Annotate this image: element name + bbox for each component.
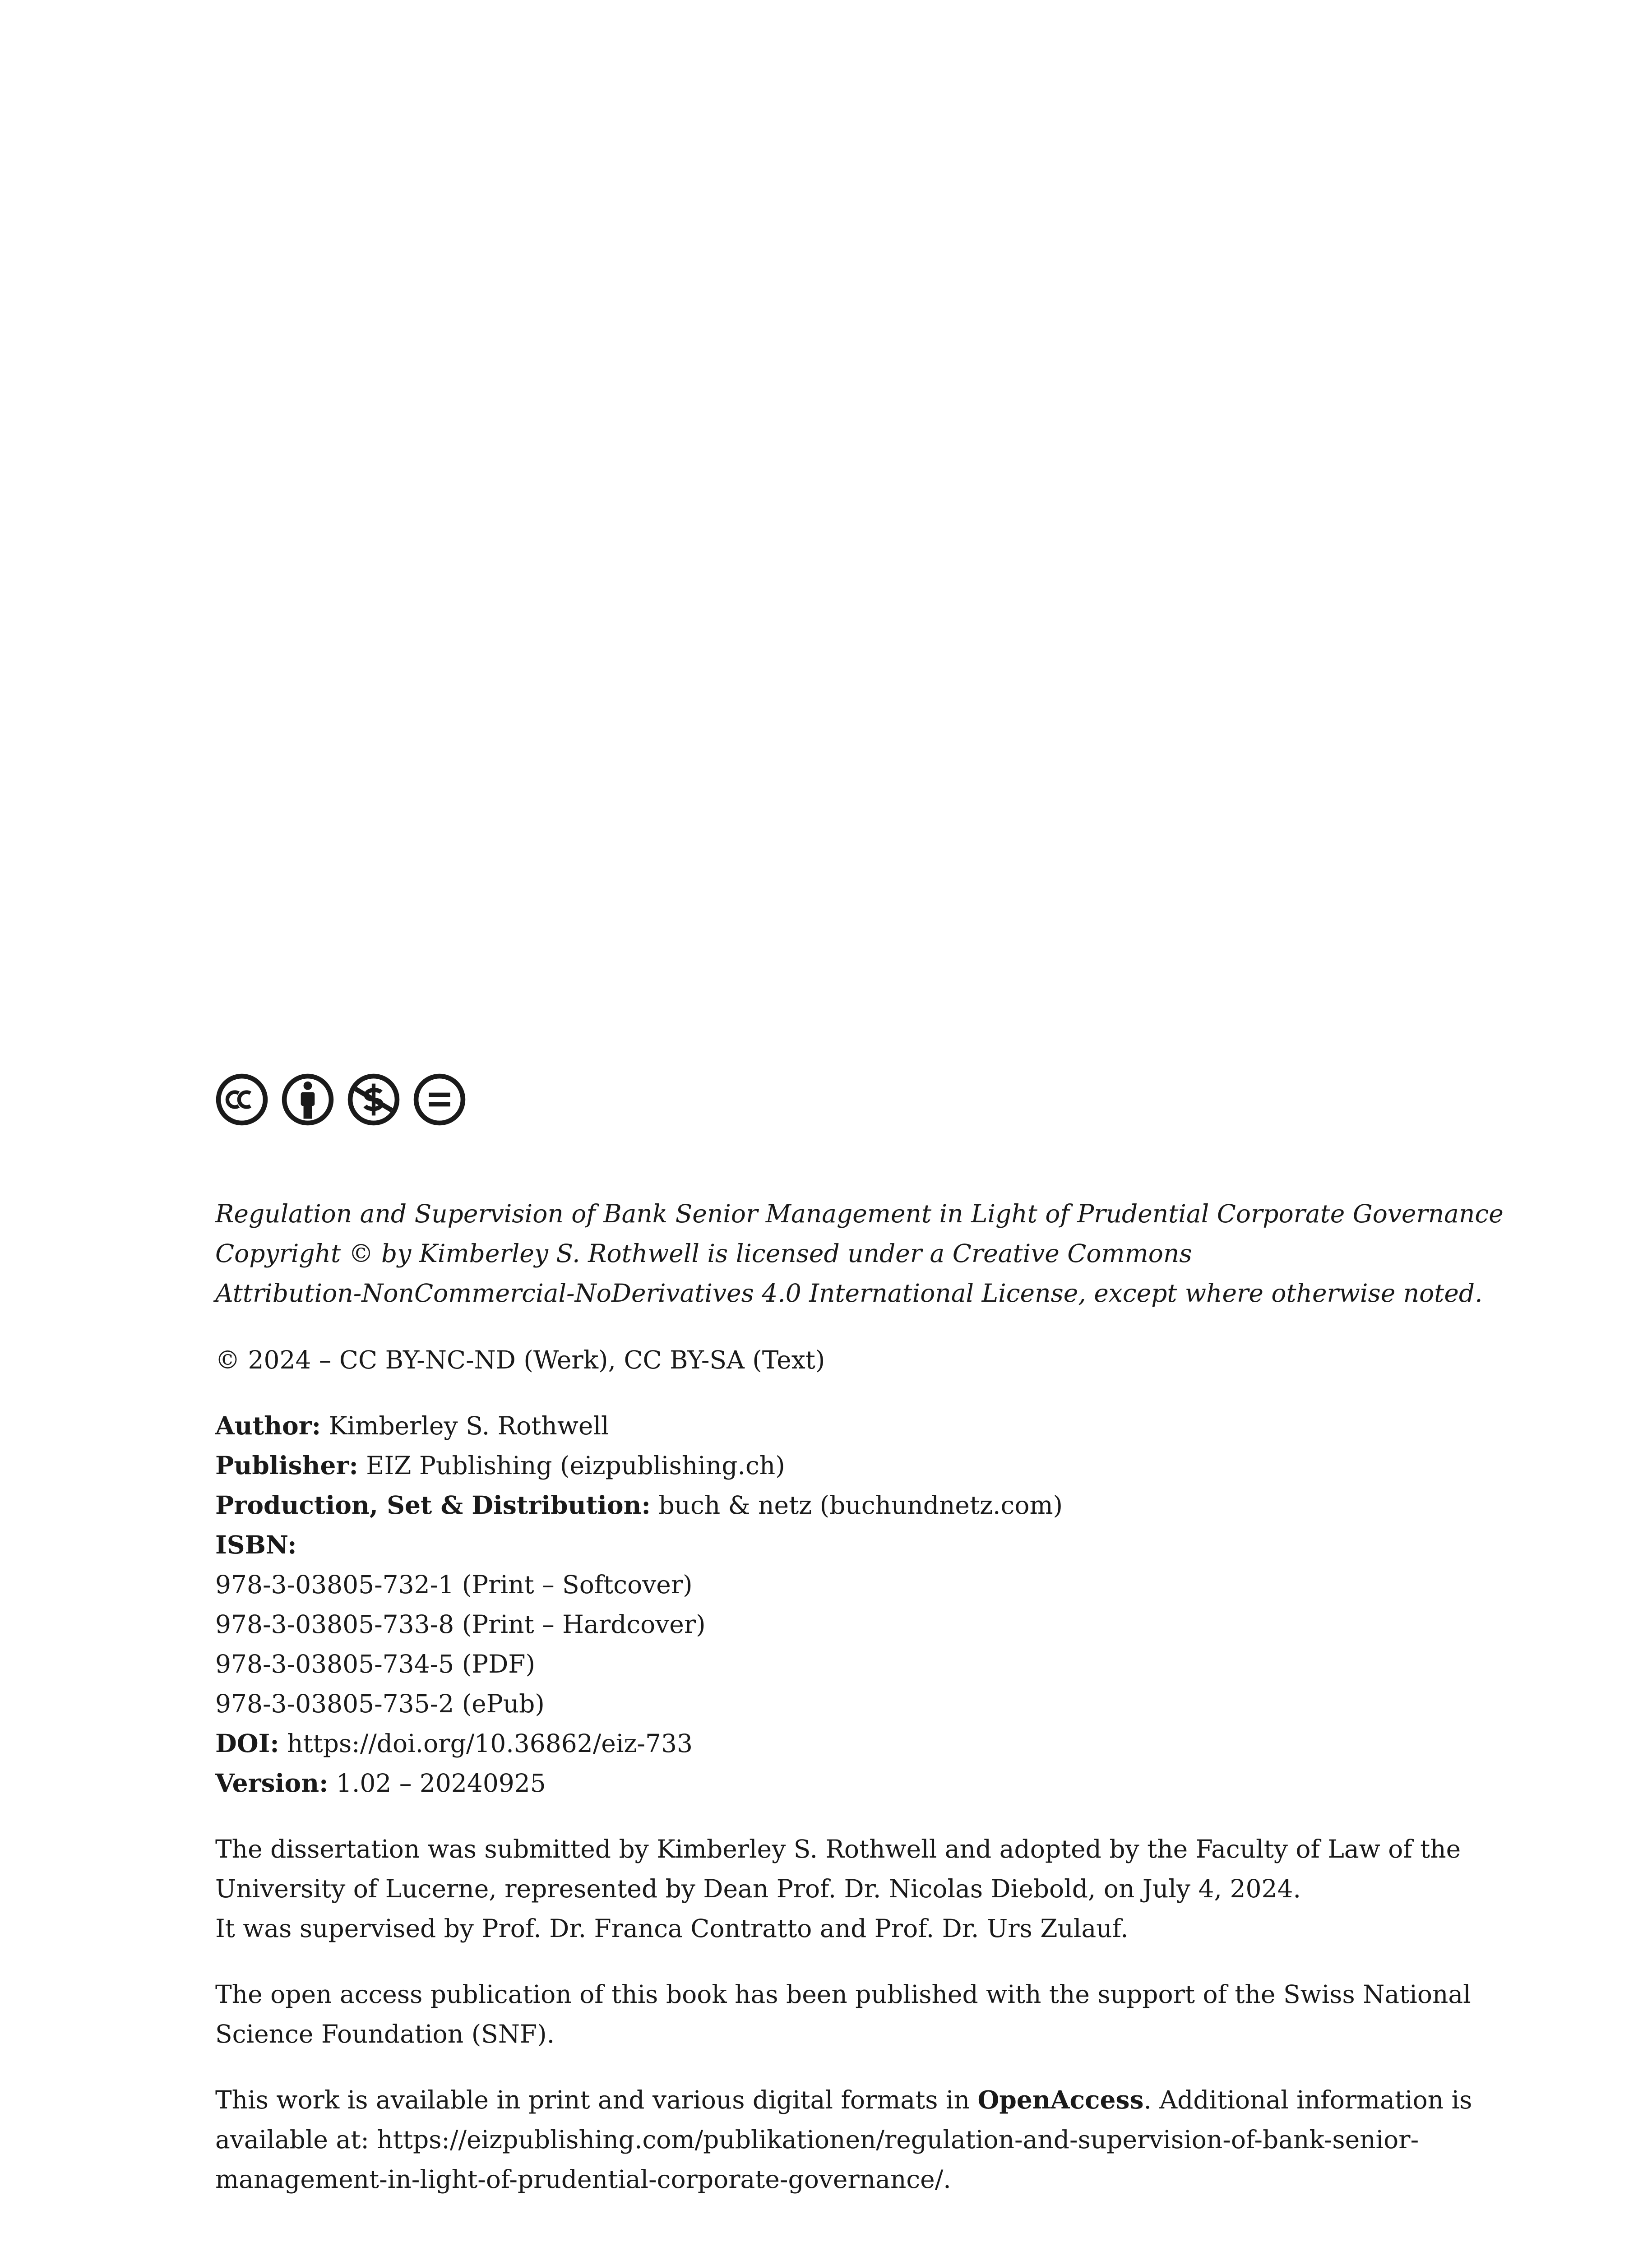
version-row	[215, 1763, 1461, 1803]
isbn-label-row	[215, 1525, 1461, 1565]
availability-note	[215, 2080, 1472, 2199]
isbn-item: 978-3-03805-733-8 (Print – Hardcover)	[215, 1610, 706, 1639]
availability-line	[215, 2080, 1472, 2120]
funding-line: Science Foundation (SNF).	[215, 2020, 555, 2048]
author-row	[215, 1406, 1461, 1446]
imprint-page	[215, 1073, 1504, 2199]
publisher-row	[215, 1446, 1461, 1485]
funding-note	[215, 1974, 1471, 2054]
author-value: Kimberley S. Rothwell	[321, 1411, 609, 1440]
isbn-label: ISBN:	[215, 1530, 297, 1559]
dissertation-note	[215, 1829, 1461, 1948]
version-value: 1.02 – 20240925	[328, 1769, 546, 1798]
production-label: Production, Set & Distribution:	[215, 1490, 651, 1520]
publisher-value: EIZ Publishing (eizpublishing.ch)	[358, 1451, 785, 1480]
version-label: Version:	[215, 1768, 329, 1798]
isbn-item: 978-3-03805-732-1 (Print – Softcover)	[215, 1570, 693, 1599]
cc-icon	[215, 1073, 268, 1126]
publisher-label: Publisher:	[215, 1451, 358, 1480]
license-notice	[215, 1194, 1504, 1313]
imprint-details	[215, 1406, 1461, 1803]
copyright-notice-line: Copyright © by Kimberley S. Rothwell is licensed under a Creative Commons	[215, 1239, 1192, 1268]
nd-equals-icon	[413, 1073, 466, 1126]
production-value: buch & netz (buchundnetz.com)	[650, 1491, 1063, 1520]
nc-no-dollar-icon	[347, 1073, 400, 1126]
isbn-item: 978-3-03805-735-2 (ePub)	[215, 1689, 545, 1718]
dissertation-line: The dissertation was submitted by Kimberley S. Rothwell and adopted by the Faculty of Law of the	[215, 1835, 1461, 1863]
author-label: Author:	[215, 1411, 321, 1440]
availability-text: . Additional information is	[1143, 2085, 1472, 2114]
doi-row[interactable]	[215, 1724, 1461, 1763]
book-title-line: Regulation and Supervision of Bank Senior Management in Light of Prudential Corporate Governance	[215, 1199, 1504, 1228]
license-badge[interactable]	[215, 1073, 1461, 1126]
availability-url-line[interactable]: management-in-light-of-prudential-corporate-governance/.	[215, 2165, 951, 2194]
doi-label: DOI:	[215, 1729, 279, 1758]
doi-link[interactable]: https://doi.org/10.36862/eiz-733	[279, 1729, 693, 1758]
production-row	[215, 1485, 1461, 1525]
availability-text: This work is available in print and various digital formats in	[215, 2085, 978, 2114]
copyright-line: © 2024 – CC BY-NC-ND (Werk), CC BY-SA (Text)	[215, 1345, 825, 1374]
by-person-icon	[281, 1073, 334, 1126]
dissertation-line: It was supervised by Prof. Dr. Franca Contratto and Prof. Dr. Urs Zulauf.	[215, 1914, 1129, 1943]
isbn-item: 978-3-03805-734-5 (PDF)	[215, 1650, 535, 1678]
availability-url-line[interactable]: available at: https://eizpublishing.com/publikationen/regulation-and-supervision-of-bank-senior-	[215, 2125, 1419, 2154]
license-name-line: Attribution-NonCommercial-NoDerivatives 4.0 International License, except where otherwise noted.	[215, 1279, 1483, 1308]
funding-line: The open access publication of this book has been published with the support of the Swiss National	[215, 1980, 1471, 2009]
dissertation-line: University of Lucerne, represented by Dean Prof. Dr. Nicolas Diebold, on July 4, 2024.	[215, 1874, 1301, 1903]
openaccess-label: OpenAccess	[977, 2085, 1144, 2114]
